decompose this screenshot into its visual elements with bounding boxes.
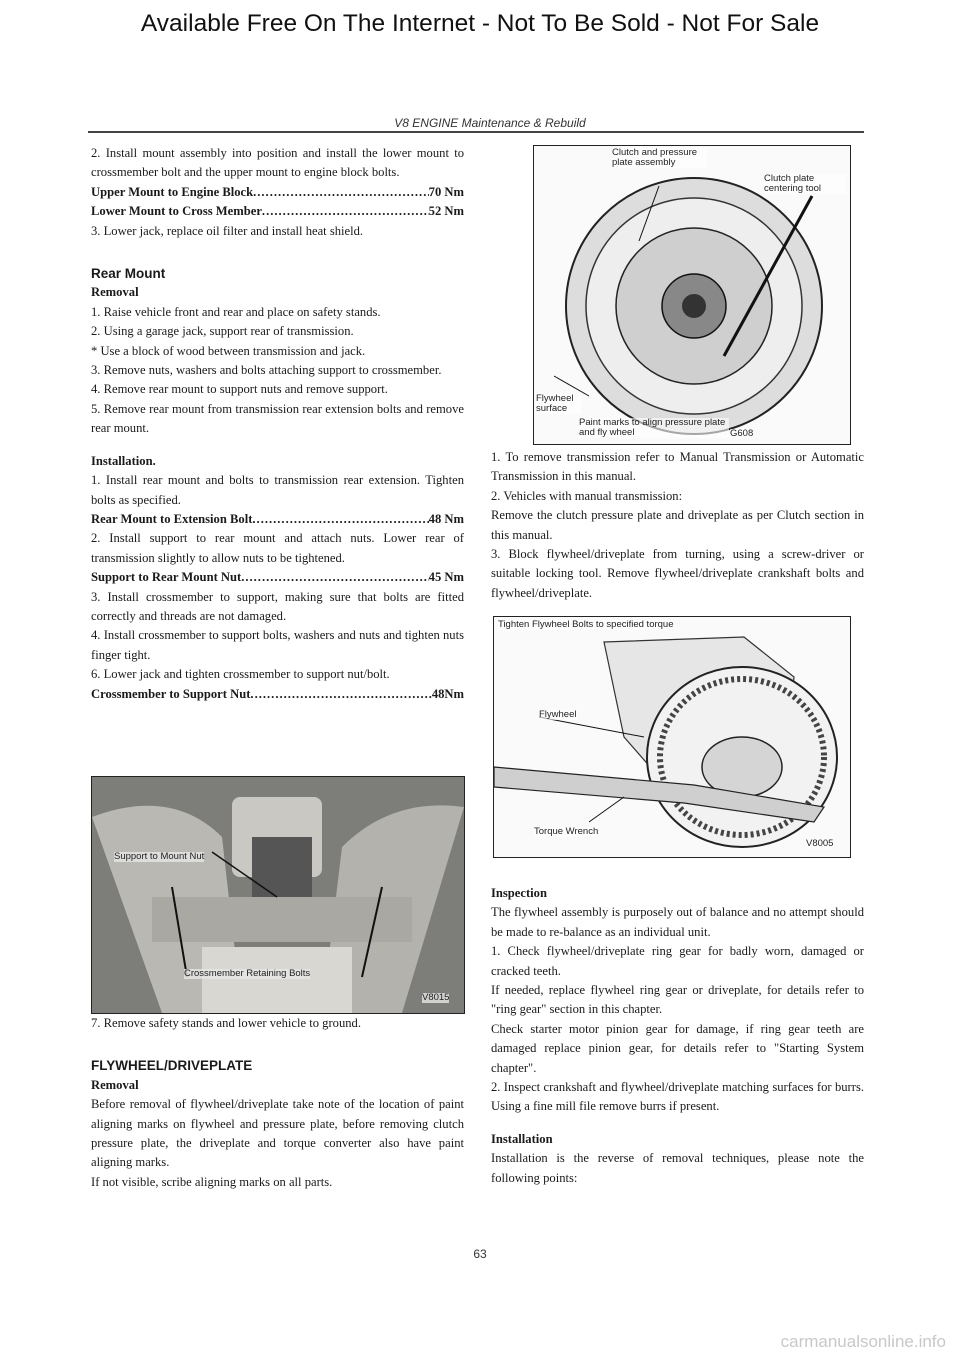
torque-spec	[91, 568, 464, 587]
section-heading: FLYWHEEL/DRIVEPLATE	[91, 1058, 253, 1074]
clutch-label-surface: Flywheel surface	[536, 394, 581, 414]
photo-label-support: Support to Mount Nut	[114, 851, 205, 862]
paragraph: 7. Remove safety stands and lower vehicle to ground.	[91, 1016, 361, 1030]
spec-label: Crossmember to Support Nut	[91, 686, 251, 701]
spec-value: 48 Nm	[428, 511, 464, 526]
clutch-code: G608	[730, 428, 754, 439]
torque-spec	[91, 183, 464, 202]
paragraph: 6. Lower jack and tighten crossmember to support nut/bolt.	[91, 667, 390, 682]
paragraph: * Use a block of wood between transmission and jack.	[91, 343, 366, 358]
torque-spec	[91, 685, 464, 704]
paragraph: The flywheel assembly is purposely out of balance and no attempt should be made to re-balance as an individual unit.	[491, 905, 864, 939]
flywheel-fig-title: Tighten Flywheel Bolts to specified torque	[498, 619, 674, 630]
paragraph: 1. Check flywheel/driveplate ring gear for badly worn, damaged or cracked teeth.	[491, 944, 864, 978]
paragraph: 1. To remove transmission refer to Manual Transmission or Automatic Transmission in this manual.	[491, 450, 864, 484]
flywheel-label: Flywheel	[539, 709, 577, 720]
clutch-label-tool: Clutch plate centering tool	[764, 174, 846, 194]
paragraph: 5. Remove rear mount from transmission rear extension bolts and remove rear mount.	[91, 401, 464, 436]
page-banner: Available Free On The Internet - Not To Be Sold - Not For Sale	[140, 10, 820, 37]
flywheel-code: V8005	[806, 838, 834, 849]
spec-value: 70 Nm	[428, 184, 464, 199]
paragraph: 3. Remove nuts, washers and bolts attaching support to crossmember.	[91, 363, 442, 378]
paragraph: Before removal of flywheel/driveplate take note of the location of paint aligning marks on flywheel and pressure plate, before removing clutch pressure plate, the driveplate and torque converter also have paint aligning marks.	[91, 1097, 464, 1170]
right-column	[491, 448, 864, 603]
subsection-heading: Installation.	[91, 453, 156, 468]
spec-label: Rear Mount to Extension Bolt	[91, 511, 253, 526]
left-column-lower	[91, 1014, 464, 1192]
paragraph: 3. Lower jack, replace oil filter and install heat shield.	[91, 223, 364, 238]
paragraph: 1. Install rear mount and bolts to transmission rear extension. Tighten bolts as specified.	[91, 473, 464, 507]
left-column	[91, 144, 464, 704]
clutch-label-paint: Paint marks to align pressure plate and fly wheel	[579, 418, 729, 438]
paragraph: 2. Vehicles with manual transmission:	[491, 488, 683, 503]
paragraph: If needed, replace flywheel ring gear or driveplate, for details refer to "ring gear" section in this chapter.	[491, 983, 864, 1017]
photo-code: V8015	[422, 992, 450, 1003]
paragraph: Installation is the reverse of removal techniques, please note the following points:	[491, 1151, 864, 1185]
flywheel-figure	[493, 616, 851, 858]
spec-label: Lower Mount to Cross Member	[91, 204, 262, 219]
torque-spec	[91, 202, 464, 221]
paragraph: Check starter motor pinion gear for damage, if ring gear teeth are damaged replace pinion gear, for details refer to "Starting System chapter".	[491, 1021, 864, 1075]
spec-value: 45 Nm	[428, 570, 464, 585]
watermark: carmanualsonline.info	[780, 1332, 946, 1351]
paragraph: 2. Using a garage jack, support rear of transmission.	[91, 324, 354, 339]
torque-wrench-label: Torque Wrench	[534, 826, 599, 837]
spec-label: Support to Rear Mount Nut	[91, 570, 242, 585]
paragraph: 2. Install support to rear mount and attach nuts. Lower rear of transmission slightly to allow nuts to be tightened.	[91, 531, 464, 565]
spec-label: Upper Mount to Engine Block	[91, 184, 254, 199]
subsection-heading: Removal	[91, 285, 139, 300]
subsection-heading: Inspection	[491, 886, 547, 900]
rear-mount-photo	[91, 776, 465, 1014]
page-number: 63	[473, 1247, 487, 1261]
right-column-lower	[491, 884, 864, 1188]
spec-value: 52 Nm	[428, 204, 464, 219]
spec-value: 48Nm	[431, 686, 464, 701]
paragraph: 2. Install mount assembly into position and install the lower mount to crossmember bolt and the upper mount to engine block bolts.	[91, 146, 464, 180]
section-heading: Rear Mount	[91, 266, 166, 282]
paragraph: 2. Inspect crankshaft and flywheel/driveplate matching surfaces for burrs. Using a fine mill file remove burrs if present.	[491, 1080, 864, 1114]
clutch-assembly-figure	[533, 145, 851, 445]
paragraph: 4. Install crossmember to support bolts, washers and nuts and tighten nuts finger tight.	[91, 628, 464, 662]
running-head: V8 ENGINE Maintenance & Rebuild	[394, 116, 586, 130]
paragraph: 3. Install crossmember to support, making sure that bolts are fitted correctly and threads are not damaged.	[91, 589, 464, 623]
paragraph: Remove the clutch pressure plate and driveplate as per Clutch section in this manual.	[491, 508, 864, 542]
subsection-heading: Removal	[91, 1077, 139, 1092]
paragraph: 3. Block flywheel/driveplate from turning, using a screw-driver or suitable locking tool. Remove flywheel/driveplate crankshaft bolts and flywheel/driveplate.	[491, 547, 864, 600]
paragraph: 1. Raise vehicle front and rear and place on safety stands.	[91, 304, 381, 319]
flywheel-illustration	[494, 617, 850, 857]
photo-label-bolts: Crossmember Retaining Bolts	[184, 968, 311, 979]
clutch-label-pressure-plate: Clutch and pressure plate assembly	[612, 148, 707, 168]
paragraph: 4. Remove rear mount to support nuts and remove support.	[91, 382, 388, 397]
subsection-heading: Installation	[491, 1131, 553, 1146]
header-rule	[88, 131, 864, 133]
paragraph: If not visible, scribe aligning marks on all parts.	[91, 1174, 333, 1189]
torque-spec	[91, 510, 464, 529]
